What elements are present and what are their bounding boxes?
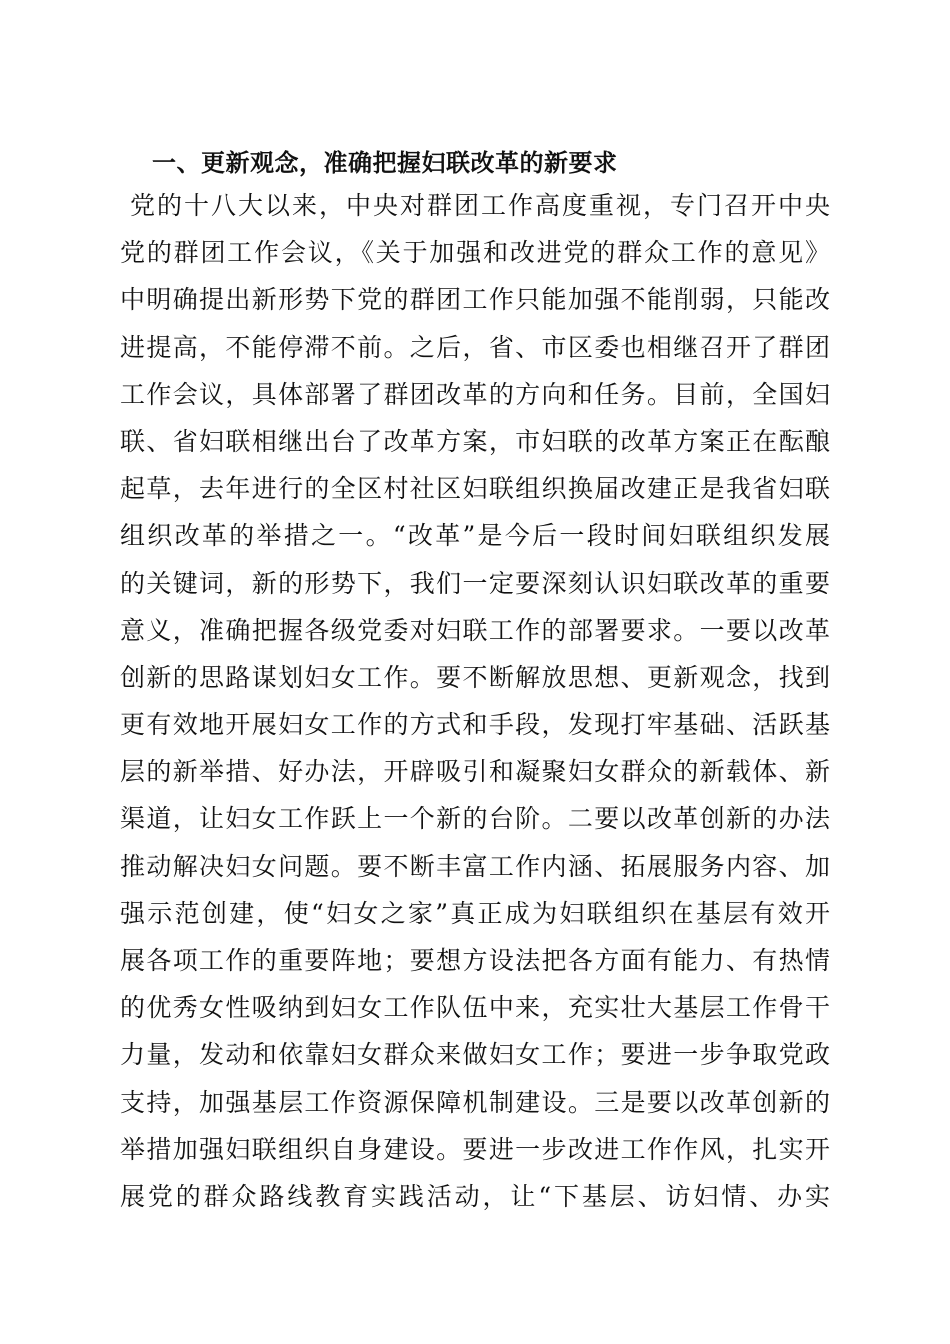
text-line: 进提高，不能停滞不前。之后，省、市区委也相继召开了群团 (120, 332, 830, 362)
text-line: 展党的群众路线教育实践活动，让“下基层、访妇情、办实 (120, 1181, 830, 1211)
text-line: 推动解决妇女问题。要不断丰富工作内涵、拓展服务内容、加 (120, 851, 830, 881)
text-line: 层的新举措、好办法，开辟吸引和凝聚妇女群众的新载体、新 (120, 757, 830, 787)
section-heading: 一、更新观念，准确把握妇联改革的新要求 (152, 149, 618, 177)
body-paragraph (120, 182, 830, 1220)
text-line: 的关键词，新的形势下，我们一定要深刻认识妇联改革的重要 (120, 568, 830, 598)
text-line: 创新的思路谋划妇女工作。要不断解放思想、更新观念，找到 (120, 662, 830, 692)
text-line: 强示范创建，使“妇女之家”真正成为妇联组织在基层有效开 (120, 898, 830, 928)
text-line: 举措加强妇联组织自身建设。要进一步改进工作作风，扎实开 (120, 1134, 830, 1164)
text-line: 展各项工作的重要阵地；要想方设法把各方面有能力、有热情 (120, 946, 830, 975)
text-line: 意义，准确把握各级党委对妇联工作的部署要求。一要以改革 (120, 615, 830, 645)
text-line: 更有效地开展妇女工作的方式和手段，发现打牢基础、活跃基 (120, 710, 830, 740)
text-line: 的优秀女性吸纳到妇女工作队伍中来，充实壮大基层工作骨干 (120, 993, 830, 1023)
text-line: 中明确提出新形势下党的群团工作只能加强不能削弱，只能改 (120, 285, 830, 315)
text-line: 组织改革的举措之一。“改革”是今后一段时间妇联组织发展 (120, 521, 830, 551)
text-line: 党的群团工作会议，《关于加强和改进党的群众工作的意见》 (120, 238, 830, 268)
text-line: 党的十八大以来，中央对群团工作高度重视，专门召开中央 (130, 191, 830, 220)
text-line: 联、省妇联相继出台了改革方案，市妇联的改革方案正在酝酿 (120, 426, 830, 456)
text-line: 起草，去年进行的全区村社区妇联组织换届改建正是我省妇联 (120, 474, 830, 504)
text-line: 渠道，让妇女工作跃上一个新的台阶。二要以改革创新的办法 (120, 804, 830, 834)
text-line: 支持，加强基层工作资源保障机制建设。三是要以改革创新的 (120, 1087, 830, 1117)
text-line: 力量，发动和依靠妇女群众来做妇女工作；要进一步争取党政 (120, 1040, 830, 1070)
text-line: 工作会议，具体部署了群团改革的方向和任务。目前，全国妇 (120, 379, 830, 409)
